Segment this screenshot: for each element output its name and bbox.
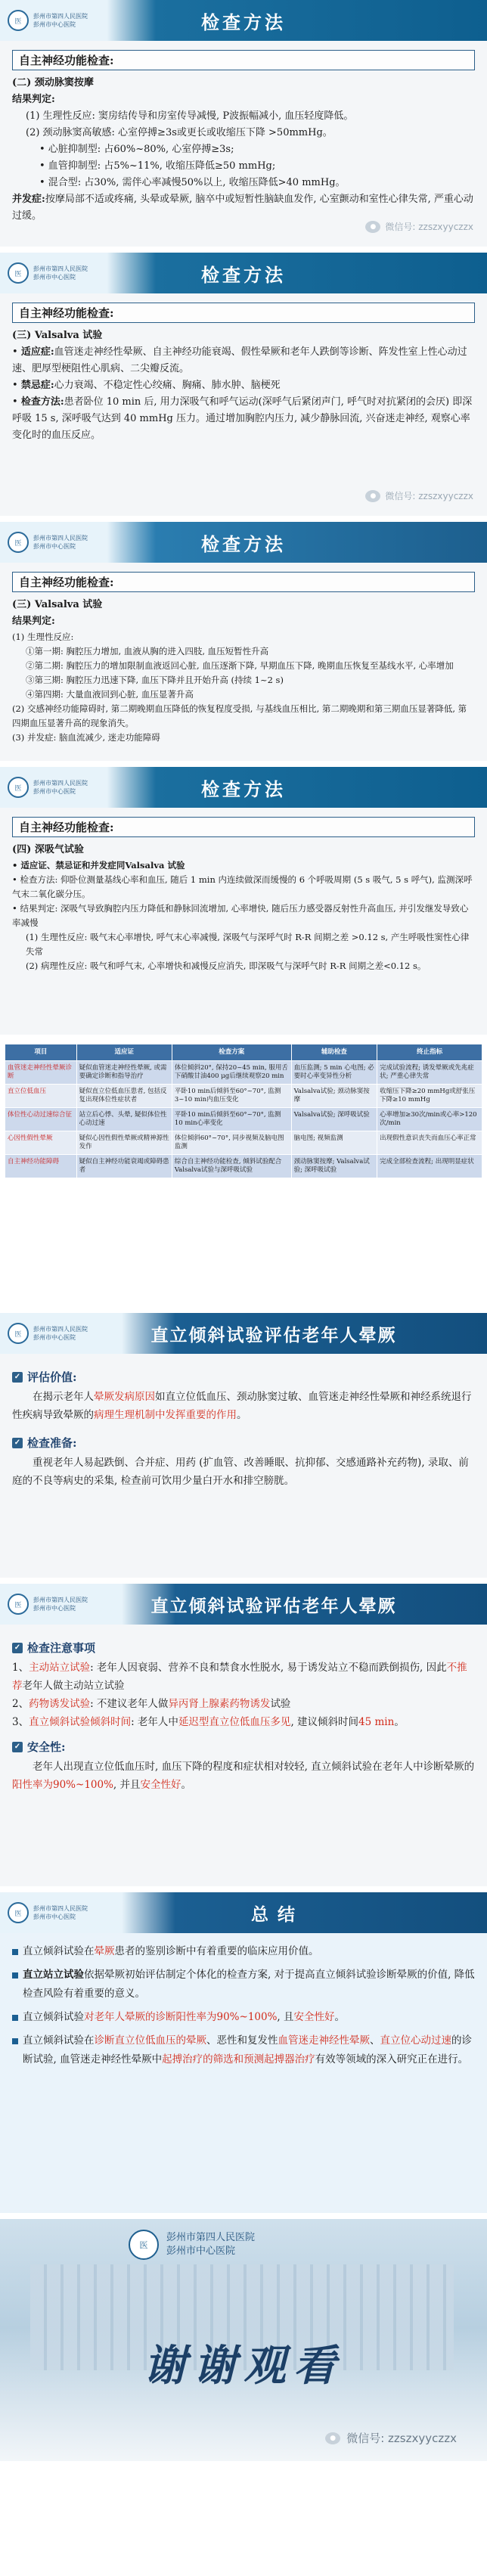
watermark bbox=[325, 2430, 457, 2446]
slide-header bbox=[0, 1584, 487, 1625]
value-paragraph bbox=[12, 1388, 475, 1424]
text-span: 。 bbox=[181, 1779, 192, 1791]
table-row bbox=[5, 1131, 482, 1155]
slide-title: 直立倾斜试验评估老年人晕厥 bbox=[150, 1595, 397, 1616]
judge-label: 结果判定: bbox=[12, 616, 55, 627]
highlight-text: 诊断直立位低血压的晕厥 bbox=[94, 2034, 206, 2047]
text-span: 依据晕厥初始评估制定个体化的检查方案, 对于提高直立倾斜试验诊断晕厥的价值, 降低检查风险有着重要的意义。 bbox=[23, 1969, 475, 2000]
table-cell: 疑似血管迷走神经性晕厥, 或需要确定诊断和指导治疗 bbox=[76, 1061, 172, 1085]
highlight-text: 不推荐 bbox=[12, 1662, 467, 1692]
hospital-seal-icon: 医 bbox=[8, 1323, 29, 1344]
table-cell: 体位倾斜60°~70°, 同步视频及脑电图监测 bbox=[172, 1131, 291, 1155]
slide-title: 检查方法 bbox=[201, 11, 286, 33]
hospital-name-2: 彭州市中心医院 bbox=[33, 1913, 76, 1920]
slide-carotid-sinus bbox=[0, 0, 487, 253]
text-span: 3、 bbox=[12, 1716, 29, 1728]
table-row bbox=[5, 1155, 482, 1178]
bullet-icon bbox=[12, 2038, 18, 2044]
watermark-text: 微信号: zzszxyyczzx bbox=[385, 491, 473, 501]
text-span: 直立倾斜试验 bbox=[23, 2011, 84, 2023]
highlight-text: 异丙肾上腺素药物诱发 bbox=[168, 1698, 271, 1710]
check-icon: ✓ bbox=[12, 1643, 23, 1653]
table-cell: 综合自主神经功能检查, 倾斜试验配合Valsalva试验与深呼吸试验 bbox=[172, 1155, 291, 1178]
text-span: 老年人做主动站立试验 bbox=[22, 1680, 125, 1692]
table-cell: 完成试验流程; 诱发晕厥或先兆症状; 严重心律失常 bbox=[377, 1061, 482, 1085]
subsection-title: (三) Valsalva 试验 bbox=[12, 330, 103, 341]
text-span: 。 bbox=[394, 1716, 405, 1728]
text-span: 在揭示老年人 bbox=[33, 1391, 94, 1403]
hospital-name-2: 彭州市中心医院 bbox=[33, 1605, 76, 1612]
thanks-text: 谢谢观看 bbox=[144, 2341, 343, 2391]
text-span: 试验 bbox=[270, 1698, 291, 1710]
text-span: , 并且 bbox=[113, 1779, 141, 1791]
table-cell: 平卧10 min后倾斜至60°~70°, 监测3~10 min内血压变化 bbox=[172, 1085, 291, 1108]
slide-table bbox=[0, 1041, 487, 1313]
highlight-text: 晕厥 bbox=[94, 1945, 115, 1957]
table-header: 终止指标 bbox=[377, 1044, 482, 1061]
check-icon: ✓ bbox=[12, 1438, 23, 1448]
hospital-name-2: 彭州市中心医院 bbox=[33, 21, 76, 28]
slide-valsalva-results bbox=[0, 522, 487, 767]
slide-deep-breath bbox=[0, 767, 487, 1041]
hospital-seal-icon: 医 bbox=[8, 262, 29, 284]
wechat-icon: ● bbox=[325, 2432, 340, 2444]
table-cell: Valsalva试验; 深呼吸试验 bbox=[291, 1108, 377, 1131]
text-line: (1) 生理性反应: bbox=[12, 632, 74, 642]
summary-item-2 bbox=[12, 1966, 475, 2003]
highlight-text: 主动站立试验 bbox=[29, 1662, 91, 1674]
table-cell: 血管迷走神经性晕厥诊断 bbox=[5, 1061, 77, 1085]
table-header: 辅助检查 bbox=[291, 1044, 377, 1061]
notes-heading: 检查注意事项 bbox=[27, 1641, 96, 1655]
section-title: 自主神经功能检查: bbox=[12, 50, 475, 70]
hospital-name-2: 彭州市中心医院 bbox=[33, 788, 76, 795]
text-span: 如直立位低血压、颈动脉窦过敏、血管迷走神经性晕厥和神经系统退行性疾病导致晕厥的 bbox=[12, 1391, 472, 1421]
highlight-text: 直立倾斜试验倾斜时间 bbox=[29, 1716, 132, 1728]
slide-thanks bbox=[0, 2219, 487, 2461]
text-span: 1、 bbox=[12, 1662, 29, 1674]
check-icon: ✓ bbox=[12, 1742, 23, 1752]
table-cell: 直立位低血压 bbox=[5, 1085, 77, 1108]
thanks-banner bbox=[0, 2219, 487, 2461]
subsection-title: (三) Valsalva 试验 bbox=[12, 599, 103, 610]
table-cell: 自主神经功能障碍 bbox=[5, 1155, 77, 1178]
highlight-text: 45 min bbox=[358, 1716, 395, 1728]
text-span: : 不建议老年人做 bbox=[90, 1698, 169, 1710]
watermark bbox=[365, 489, 473, 502]
highlight-text: 晕厥发病原因 bbox=[94, 1391, 155, 1403]
table-cell: 脑电图; 视频监测 bbox=[291, 1131, 377, 1155]
text-line: ②第二期: 胸腔压力的增加限制血液返回心脏, 血压逐渐下降, 早期血压下降, 晚期血压恢复至基线水平, 心率增加 bbox=[26, 660, 454, 671]
hospital-name-1: 彭州市第四人民医院 bbox=[33, 1326, 88, 1333]
note-item-3 bbox=[12, 1713, 475, 1731]
hospital-name-2: 彭州市中心医院 bbox=[166, 2245, 236, 2257]
table-cell: 血压监测; 5 min 心电图; 必要时心率变异性分析 bbox=[291, 1061, 377, 1085]
bullet-icon bbox=[12, 1972, 18, 1979]
table-cell: 疑似直立位低血压患者, 包括反复出现体位性症状者 bbox=[76, 1085, 172, 1108]
text-span: 、 bbox=[370, 2034, 380, 2047]
safety-heading: 安全性: bbox=[27, 1740, 66, 1754]
highlight-text: 病理生理机制中发挥重要的作用 bbox=[94, 1409, 237, 1421]
slide-header bbox=[0, 253, 487, 293]
bullet-icon bbox=[12, 2015, 18, 2021]
prep-heading: 检查准备: bbox=[27, 1436, 77, 1450]
text-span: 有效等领域的深入研究正在进行。 bbox=[315, 2053, 469, 2065]
bullet-icon bbox=[12, 1949, 18, 1955]
hospital-logo bbox=[129, 2230, 255, 2260]
highlight-text: 阳性率为90%~100% bbox=[12, 1779, 113, 1791]
text-span: 患者的鉴别诊断中有着重要的临床应用价值。 bbox=[114, 1945, 319, 1957]
summary-item-4 bbox=[12, 2031, 475, 2069]
table-header: 检查方案 bbox=[172, 1044, 291, 1061]
contra-label: 禁忌症: bbox=[20, 380, 54, 391]
hospital-name-1: 彭州市第四人民医院 bbox=[33, 265, 88, 272]
hospital-name-1: 彭州市第四人民医院 bbox=[33, 1905, 88, 1912]
summary-item-1 bbox=[12, 1942, 475, 1961]
table-row bbox=[5, 1085, 482, 1108]
slide-title: 检查方法 bbox=[201, 263, 286, 286]
table-header: 适应证 bbox=[76, 1044, 172, 1061]
text-line: (2) 病理性反应: 吸气和呼气末, 心率增快和减慢反应消失, 即深吸气与深呼气时 R-R 间期之差<0.12 s。 bbox=[26, 961, 427, 971]
test-comparison-table bbox=[5, 1044, 482, 1178]
subsection-title: (二) 颈动脉窦按摩 bbox=[12, 77, 94, 88]
table-row bbox=[5, 1061, 482, 1085]
text-span: : 老年人因衰弱、营养不良和禁食水性脱水, 易于诱发站立不稳而跌倒损伤, 因此 bbox=[90, 1662, 447, 1674]
complication-label: 并发症: bbox=[12, 194, 45, 205]
prep-paragraph: 重视老年人易起跌倒、合并症、用药 (扩血管、改善睡眠、抗抑郁、交感通路补充药物), 录取、前庭的不良等病史的采集, 检查前可饮用少量白开水和排空膀胱。 bbox=[12, 1457, 469, 1487]
watermark-text: 微信号: zzszxyyczzx bbox=[346, 2432, 457, 2445]
wechat-icon: ● bbox=[365, 490, 380, 502]
note-item-1 bbox=[12, 1659, 475, 1695]
highlight-text: 安全性好 bbox=[293, 2011, 335, 2023]
text-line: (1) 生理性反应: 窦房结传导和房室传导减慢, P波振幅减小, 血压轻度降低。 bbox=[26, 110, 354, 122]
table-cell: 心因性假性晕厥 bbox=[5, 1131, 77, 1155]
text-span: 直立倾斜试验在 bbox=[23, 2034, 95, 2047]
hospital-name-2: 彭州市中心医院 bbox=[33, 543, 76, 550]
slide-header bbox=[0, 767, 487, 808]
table-cell: 心率增加≥30次/min或心率>120次/min bbox=[377, 1108, 482, 1131]
table-cell: 完成全部检查流程; 出现明显症状 bbox=[377, 1155, 482, 1178]
text-line: • 检查方法: 仰卧位测量基线心率和血压, 随后 1 min 内连续做深而缓慢的 6 个呼吸周期 (5 s 吸气, 5 s 呼气), 监测深呼气末二氧化碳分压。 bbox=[12, 874, 473, 899]
slide-title: 直立倾斜试验评估老年人晕厥 bbox=[150, 1324, 397, 1345]
method-label: 检查方法: bbox=[20, 396, 64, 408]
table-header: 项目 bbox=[5, 1044, 77, 1061]
note-item-2 bbox=[12, 1695, 475, 1713]
hospital-seal-icon: 医 bbox=[8, 1594, 29, 1615]
slide-summary bbox=[0, 1892, 487, 2219]
highlight-text: 血管迷走神经性晕厥 bbox=[278, 2034, 370, 2047]
hospital-name-2: 彭州市中心医院 bbox=[33, 274, 76, 281]
table-cell: 体位倾斜20°, 保持20~45 min, 服用舌下硝酸甘油400 μg后继续观察20 min bbox=[172, 1061, 291, 1085]
slide-valsalva-method: 医 彭州市第四人民医院 彭州市中心医院 检查方法 自主神经功能检查: (三) Valsalva 试验 • 适应症:血管迷走神经性晕厥、自主神经功能衰竭、假性晕厥和老年人跌倒等诊断、阵发性室上性心动过速、肥厚型梗阻性心肌病、二尖瓣反流。 • 禁忌症:心力衰竭、不稳定性心绞痛、胸痛、肺水肿、脑梗死 • 检查方法:患者卧位 10 min 后, 用力深吸气和呼气运动(深呼气后紧闭声门, 呼气时对抗紧闭的会厌) 即深呼吸 15 s, 深呼吸气达到 40 mmHg 压力。通过增加胸腔内压力, 减少静脉回流, 兴奋迷走神经, 观察心率变化时的血压反应。 ● 微信号: zzszxyyczzx bbox=[0, 253, 487, 522]
value-heading: 评估价值: bbox=[27, 1370, 77, 1384]
text-line: • 适应证、禁忌证和并发症同Valsalva 试验 bbox=[12, 860, 185, 871]
subsection-title: (四) 深吸气试验 bbox=[12, 844, 84, 855]
hospital-name-2: 彭州市中心医院 bbox=[33, 1334, 76, 1341]
wechat-icon: ● bbox=[365, 221, 380, 233]
highlight-text: 直立位心动过速 bbox=[380, 2034, 451, 2047]
indication-label: 适应症: bbox=[20, 346, 54, 358]
text-span: 2、 bbox=[12, 1698, 29, 1710]
slide-header bbox=[0, 0, 487, 41]
method-text: 患者卧位 10 min 后, 用力深吸气和呼气运动(深呼气后紧闭声门, 呼气时对抗紧闭的会厌) 即深呼吸 15 s, 深呼吸气达到 40 mmHg 压力。通过增加胸腔内压力, 减少静脉回流, 兴奋迷走神经, 观察心率变化时的血压反应。 bbox=[12, 396, 473, 441]
watermark bbox=[365, 220, 473, 233]
hospital-name-1: 彭州市第四人民医院 bbox=[166, 2232, 256, 2243]
slide-header bbox=[0, 522, 487, 563]
table-cell: Valsalva试验; 颈动脉窦按摩 bbox=[291, 1085, 377, 1108]
text-span: , 建议倾斜时间 bbox=[290, 1716, 359, 1728]
text-span: 。 bbox=[334, 2011, 346, 2023]
hospital-seal-icon: 医 bbox=[8, 777, 29, 798]
section-title: 自主神经功能检查: bbox=[12, 303, 475, 323]
table-cell: 平卧10 min后倾斜至60°~70°, 监测10 min心率变化 bbox=[172, 1108, 291, 1131]
text-span: 的诊断试验, 血管迷走神经性晕厥中 bbox=[23, 2034, 472, 2065]
slide-header bbox=[0, 1313, 487, 1354]
slide-elder-value bbox=[0, 1313, 487, 1584]
highlight-text: 起搏治疗的筛选和预测起搏器治疗 bbox=[162, 2053, 315, 2065]
complication-text: 按摩局部不适或疼痛, 头晕或晕厥, 脑卒中或短暂性脑缺血发作, 心室颤动和室性心律失常, 严重心动过缓。 bbox=[12, 194, 473, 222]
text-line: (2) 颈动脉窦高敏感: 心室停搏≥3s或更长或收缩压下降 >50mmHg。 bbox=[26, 127, 333, 138]
slide-header bbox=[0, 1892, 487, 1933]
hospital-name-1: 彭州市第四人民医院 bbox=[33, 1597, 88, 1603]
highlight-text: 安全性好 bbox=[140, 1779, 181, 1791]
text-line: (3) 并发症: 脑血流减少, 迷走功能障碍 bbox=[12, 732, 160, 743]
text-line: ③第三期: 胸腔压力迅速下降, 血压下降并且开始升高 (持续 1~2 s) bbox=[26, 675, 284, 685]
safety-paragraph bbox=[12, 1758, 475, 1794]
contra-text: 心力衰竭、不稳定性心绞痛、胸痛、肺水肿、脑梗死 bbox=[54, 380, 281, 391]
text-line: (1) 生理性反应: 吸气末心率增快, 呼气末心率减慢, 深吸气与深呼气时 R-R 间期之差 >0.12 s, 产生呼吸性窦性心律失常 bbox=[26, 932, 470, 957]
section-title: 自主神经功能检查: bbox=[12, 572, 475, 592]
hospital-name-1: 彭州市第四人民医院 bbox=[33, 780, 88, 787]
section-title: 自主神经功能检查: bbox=[12, 817, 475, 837]
highlight-text: 延迟型直立位低血压多见 bbox=[178, 1716, 291, 1728]
bold-text: 直立站立试验 bbox=[23, 1969, 84, 1981]
table-row bbox=[5, 1108, 482, 1131]
hospital-name-1: 彭州市第四人民医院 bbox=[33, 535, 88, 542]
text-line: (2) 交感神经功能障碍时, 第二期晚期血压降低的恢复程度受损, 与基线血压相比, 第二期晚期和第三期血压显著降低, 第四期血压显著升高的现象消失。 bbox=[12, 703, 467, 728]
judge-label: 结果判定: bbox=[12, 94, 55, 105]
text-span: : 老年人中 bbox=[131, 1716, 178, 1728]
hospital-seal-icon: 医 bbox=[8, 10, 29, 31]
text-line: • 结果判定: 深吸气导致胸腔内压力降低和静脉回流增加, 心率增快, 随后压力感受器反射性升高血压, 并引发继发导致心率减慢 bbox=[12, 903, 469, 928]
text-span: 、恶性和复发性 bbox=[206, 2034, 278, 2047]
hospital-seal-icon: 医 bbox=[8, 1902, 29, 1923]
hospital-name-1: 彭州市第四人民医院 bbox=[33, 13, 88, 20]
text-line: ①第一期: 胸腔压力增加, 血液从胸的进入四肢, 血压短暂性升高 bbox=[26, 646, 269, 656]
text-span: 直立倾斜试验在 bbox=[23, 1945, 95, 1957]
table-cell: 站立后心悸、头晕, 疑似体位性心动过速 bbox=[76, 1108, 172, 1131]
highlight-text: 药物诱发试验 bbox=[29, 1698, 91, 1710]
slide-title: 总 结 bbox=[250, 1904, 296, 1925]
slide-elder-notes bbox=[0, 1584, 487, 1892]
text-line: ④第四期: 大量血液回到心脏, 血压显著升高 bbox=[26, 689, 194, 700]
hospital-seal-icon: 医 bbox=[8, 532, 29, 553]
text-span: 老年人出现直立位低血压时, 血压下降的程度和症状相对较轻, 直立倾斜试验在老年人中诊断晕厥的 bbox=[33, 1761, 475, 1773]
table-cell: 体位性心动过速综合征 bbox=[5, 1108, 77, 1131]
watermark-text: 微信号: zzszxyyczzx bbox=[385, 222, 473, 232]
indication-text: 血管迷走神经性晕厥、自主神经功能衰竭、假性晕厥和老年人跌倒等诊断、阵发性室上性心动过速、肥厚型梗阻性心肌病、二尖瓣反流。 bbox=[12, 346, 467, 374]
table-cell: 疑似心因性假性晕厥或精神源性发作 bbox=[76, 1131, 172, 1155]
highlight-text: 对老年人晕厥的诊断阳性率为90%~100% bbox=[84, 2011, 278, 2023]
summary-item-3 bbox=[12, 2008, 475, 2027]
table-cell: 出现假性意识丧失而血压心率正常 bbox=[377, 1131, 482, 1155]
text-span: , 且 bbox=[277, 2011, 294, 2023]
text-line: • 混合型: 占30%, 需伴心率减慢50%以上, 收缩压降低>40 mmHg。 bbox=[39, 177, 346, 188]
slide-title: 检查方法 bbox=[201, 532, 286, 555]
check-icon: ✓ bbox=[12, 1372, 23, 1383]
slide-title: 检查方法 bbox=[201, 777, 286, 800]
hospital-seal-icon: 医 bbox=[129, 2230, 159, 2260]
table-cell: 收缩压下降≥20 mmHg或舒张压下降≥10 mmHg bbox=[377, 1085, 482, 1108]
table-cell: 颈动脉窦按摩; Valsalva试验; 深呼吸试验 bbox=[291, 1155, 377, 1178]
table-cell: 疑似自主神经功能衰竭或障碍患者 bbox=[76, 1155, 172, 1178]
text-line: • 血管抑制型: 占5%~11%, 收缩压降低≥50 mmHg; bbox=[39, 160, 276, 172]
text-line: • 心脏抑制型: 占60%~80%, 心室停搏≥3s; bbox=[39, 144, 234, 155]
text-span: 。 bbox=[237, 1409, 247, 1421]
